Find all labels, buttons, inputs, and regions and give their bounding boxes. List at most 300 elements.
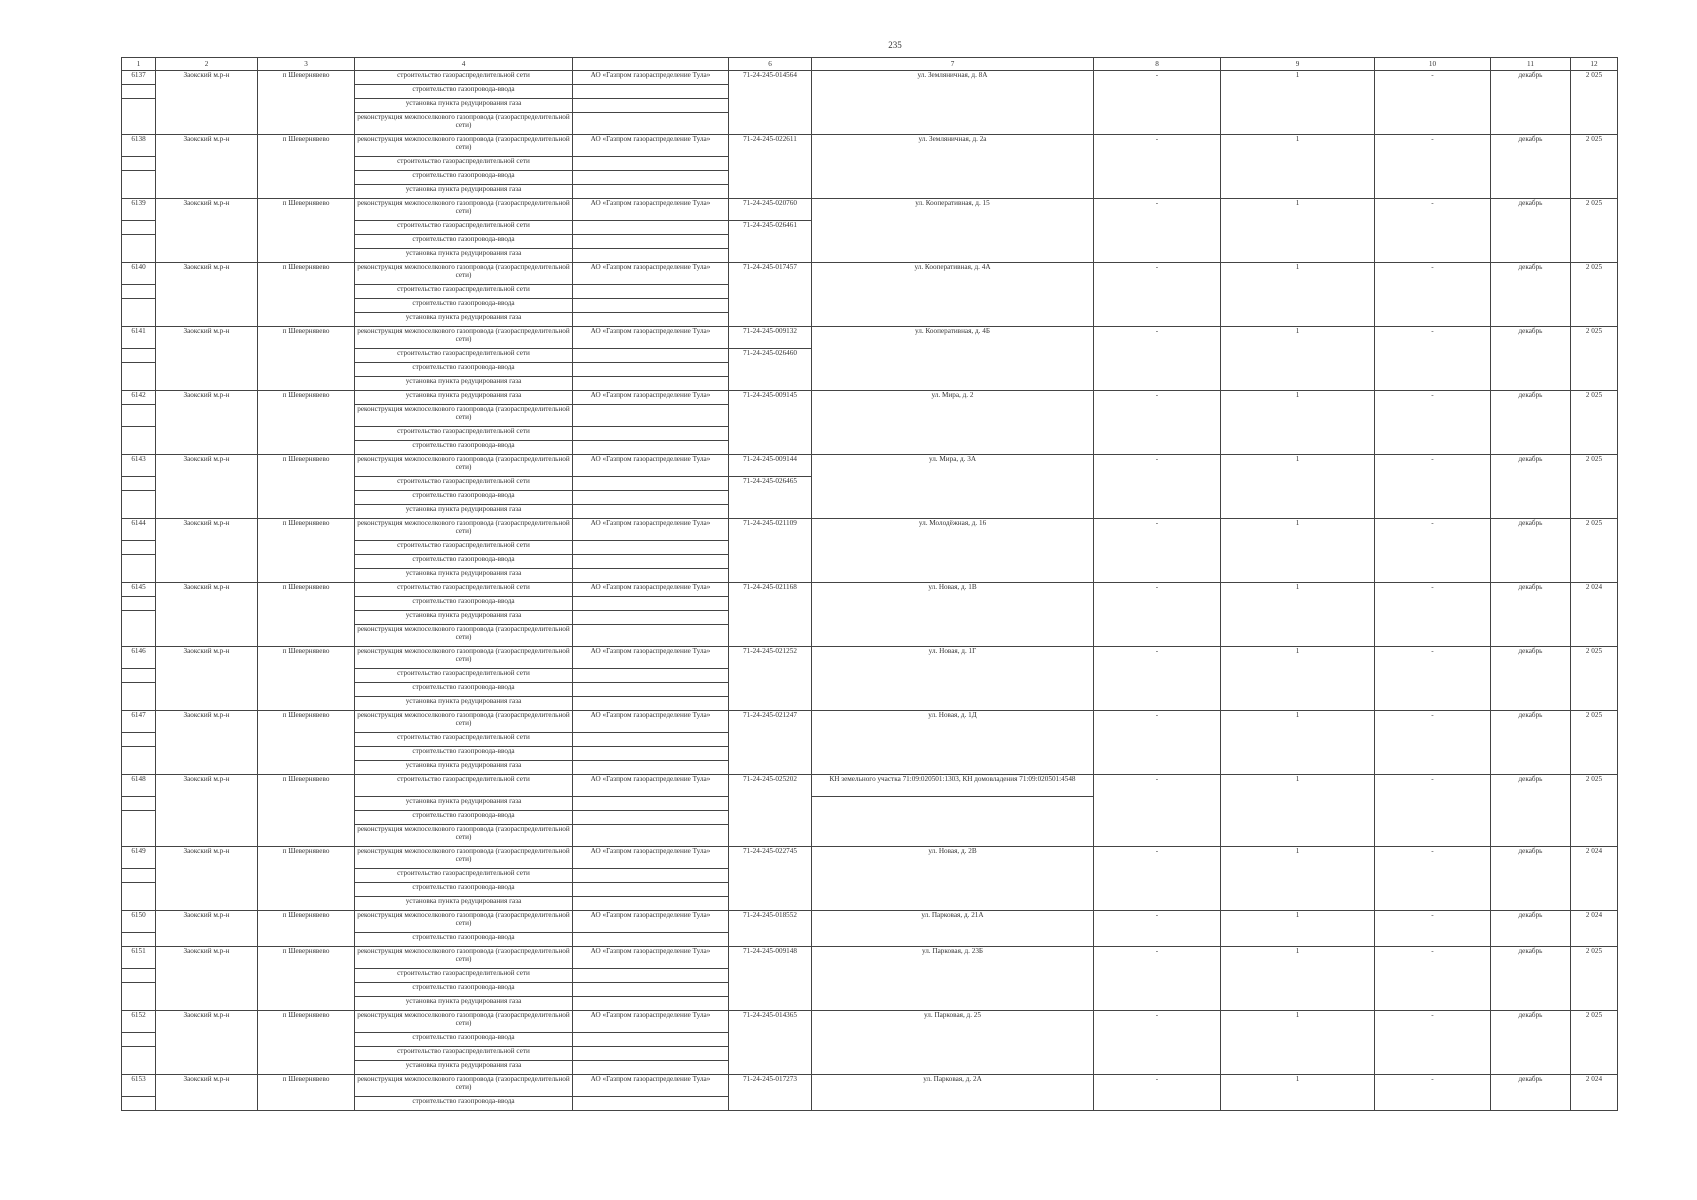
work-type-cell: строительство газопровода-ввода bbox=[355, 85, 573, 99]
column-10-cell: - bbox=[1375, 847, 1491, 911]
work-type-cell: установка пункта редуцирования газа bbox=[355, 377, 573, 391]
column-10-cell: - bbox=[1375, 327, 1491, 391]
month-cell: декабрь bbox=[1491, 947, 1571, 1011]
column-header-11: 11 bbox=[1491, 58, 1571, 71]
record-number-blank bbox=[122, 285, 156, 299]
settlement-cell: п Шевернявево bbox=[258, 711, 355, 775]
organization-cell bbox=[573, 505, 729, 519]
work-type-cell: установка пункта редуцирования газа bbox=[355, 761, 573, 775]
object-code-cell: 71-24-245-021247 bbox=[729, 711, 812, 775]
month-cell: декабрь bbox=[1491, 327, 1571, 391]
work-type-cell: строительство газораспределительной сети bbox=[355, 583, 573, 597]
work-type-cell: строительство газораспределительной сети bbox=[355, 427, 573, 441]
column-header-10: 10 bbox=[1375, 58, 1491, 71]
record-number-blank bbox=[122, 733, 156, 747]
work-type-cell: установка пункта редуцирования газа bbox=[355, 611, 573, 625]
organization-cell bbox=[573, 733, 729, 747]
work-type-cell: строительство газопровода-ввода bbox=[355, 747, 573, 761]
work-type-cell: реконструкция межпоселкового газопровода (газораспределительной сети) bbox=[355, 711, 573, 733]
record-number-blank bbox=[122, 1061, 156, 1075]
district-cell: Заокский м.р-н bbox=[156, 199, 258, 263]
address-cell: ул. Новая, д. 1Г bbox=[812, 647, 1094, 711]
work-type-cell: установка пункта редуцирования газа bbox=[355, 391, 573, 405]
organization-cell bbox=[573, 761, 729, 775]
record-number-blank bbox=[122, 969, 156, 983]
month-cell: декабрь bbox=[1491, 775, 1571, 847]
column-9-cell: 1 bbox=[1221, 775, 1375, 847]
organization-cell bbox=[573, 427, 729, 441]
object-code-cell: 71-24-245-026465 bbox=[729, 477, 812, 519]
work-type-cell: строительство газопровода-ввода bbox=[355, 299, 573, 313]
year-cell: 2 025 bbox=[1571, 775, 1618, 847]
column-9-cell: 1 bbox=[1221, 71, 1375, 135]
organization-cell bbox=[573, 597, 729, 611]
table-row bbox=[122, 647, 1618, 669]
column-9-cell: 1 bbox=[1221, 199, 1375, 263]
organization-cell bbox=[573, 285, 729, 299]
column-8-cell: - bbox=[1094, 583, 1221, 647]
work-type-cell: реконструкция межпоселкового газопровода (газораспределительной сети) bbox=[355, 519, 573, 541]
work-type-cell: установка пункта редуцирования газа bbox=[355, 797, 573, 811]
column-9-cell: 1 bbox=[1221, 135, 1375, 199]
organization-cell bbox=[573, 933, 729, 947]
work-type-cell: реконструкция межпоселкового газопровода (газораспределительной сети) bbox=[355, 1011, 573, 1033]
organization-cell bbox=[573, 811, 729, 825]
organization-cell bbox=[573, 477, 729, 491]
year-cell: 2 024 bbox=[1571, 911, 1618, 947]
column-8-cell: - bbox=[1094, 391, 1221, 455]
address-cell: ул. Мира, д. 3А bbox=[812, 455, 1094, 519]
record-number: 6148 bbox=[122, 775, 156, 797]
record-number-blank bbox=[122, 569, 156, 583]
organization-cell bbox=[573, 569, 729, 583]
column-9-cell: 1 bbox=[1221, 519, 1375, 583]
month-cell: декабрь bbox=[1491, 455, 1571, 519]
object-code-cell: 71-24-245-009144 bbox=[729, 455, 812, 477]
organization-cell: АО «Газпром газораспределение Тула» bbox=[573, 199, 729, 221]
organization-cell: АО «Газпром газораспределение Тула» bbox=[573, 519, 729, 541]
work-type-cell: строительство газопровода-ввода bbox=[355, 933, 573, 947]
work-type-cell: строительство газопровода-ввода bbox=[355, 555, 573, 569]
organization-cell bbox=[573, 349, 729, 363]
work-type-cell: строительство газораспределительной сети bbox=[355, 477, 573, 491]
work-type-cell: строительство газопровода-ввода bbox=[355, 1097, 573, 1111]
column-9-cell: 1 bbox=[1221, 847, 1375, 911]
table-row bbox=[122, 263, 1618, 285]
column-header-2: 2 bbox=[156, 58, 258, 71]
district-cell: Заокский м.р-н bbox=[156, 847, 258, 911]
record-number-blank bbox=[122, 597, 156, 611]
record-number-blank bbox=[122, 683, 156, 697]
work-type-cell: строительство газопровода-ввода bbox=[355, 1033, 573, 1047]
column-9-cell: 1 bbox=[1221, 263, 1375, 327]
work-type-cell: строительство газораспределительной сети bbox=[355, 733, 573, 747]
record-number-blank bbox=[122, 349, 156, 363]
district-cell: Заокский м.р-н bbox=[156, 947, 258, 1011]
record-number: 6141 bbox=[122, 327, 156, 349]
district-cell: Заокский м.р-н bbox=[156, 911, 258, 947]
record-number-blank bbox=[122, 555, 156, 569]
address-cell: ул. Молодёжная, д. 16 bbox=[812, 519, 1094, 583]
object-code-cell: 71-24-245-009148 bbox=[729, 947, 812, 1011]
month-cell: декабрь bbox=[1491, 1011, 1571, 1075]
work-type-cell: реконструкция межпоселкового газопровода (газораспределительной сети) bbox=[355, 947, 573, 969]
month-cell: декабрь bbox=[1491, 135, 1571, 199]
object-code-cell: 71-24-245-026460 bbox=[729, 349, 812, 391]
record-number-blank bbox=[122, 1033, 156, 1047]
record-number-blank bbox=[122, 669, 156, 683]
address-cell: ул. Земляничная, д. 8А bbox=[812, 71, 1094, 135]
year-cell: 2 025 bbox=[1571, 263, 1618, 327]
record-number-blank bbox=[122, 1097, 156, 1111]
object-code-cell: 71-24-245-009132 bbox=[729, 327, 812, 349]
column-9-cell: 1 bbox=[1221, 711, 1375, 775]
record-number-blank bbox=[122, 491, 156, 505]
work-type-cell: строительство газопровода-ввода bbox=[355, 491, 573, 505]
organization-cell bbox=[573, 185, 729, 199]
column-8-cell: - bbox=[1094, 711, 1221, 775]
organization-cell: АО «Газпром газораспределение Тула» bbox=[573, 583, 729, 597]
table-row bbox=[122, 391, 1618, 405]
work-type-cell: установка пункта редуцирования газа bbox=[355, 99, 573, 113]
year-cell: 2 025 bbox=[1571, 1011, 1618, 1075]
organization-cell bbox=[573, 797, 729, 811]
settlement-cell: п Шевернявево bbox=[258, 263, 355, 327]
record-number-blank bbox=[122, 983, 156, 997]
header-row bbox=[122, 58, 1618, 71]
record-number-blank bbox=[122, 997, 156, 1011]
organization-cell bbox=[573, 625, 729, 647]
year-cell: 2 025 bbox=[1571, 947, 1618, 1011]
work-type-cell: реконструкция межпоселкового газопровода (газораспределительной сети) bbox=[355, 455, 573, 477]
record-number-blank bbox=[122, 541, 156, 555]
address-cell-blank bbox=[812, 797, 1094, 847]
work-type-cell: строительство газопровода-ввода bbox=[355, 983, 573, 997]
record-number-blank bbox=[122, 113, 156, 135]
column-10-cell: - bbox=[1375, 647, 1491, 711]
column-header-5 bbox=[573, 58, 729, 71]
table-row bbox=[122, 583, 1618, 597]
column-8-cell: - bbox=[1094, 647, 1221, 711]
work-type-cell: установка пункта редуцирования газа bbox=[355, 185, 573, 199]
record-number-blank bbox=[122, 761, 156, 775]
work-type-cell: реконструкция межпоселкового газопровода (газораспределительной сети) bbox=[355, 847, 573, 869]
table-row bbox=[122, 947, 1618, 969]
month-cell: декабрь bbox=[1491, 199, 1571, 263]
work-type-cell: установка пункта редуцирования газа bbox=[355, 697, 573, 711]
organization-cell bbox=[573, 99, 729, 113]
work-type-cell: строительство газораспределительной сети bbox=[355, 157, 573, 171]
column-9-cell: 1 bbox=[1221, 947, 1375, 1011]
record-number-blank bbox=[122, 405, 156, 427]
column-8-cell: - bbox=[1094, 135, 1221, 199]
column-9-cell: 1 bbox=[1221, 455, 1375, 519]
organization-cell: АО «Газпром газораспределение Тула» bbox=[573, 847, 729, 869]
year-cell: 2 025 bbox=[1571, 391, 1618, 455]
organization-cell bbox=[573, 377, 729, 391]
settlement-cell: п Шевернявево bbox=[258, 1011, 355, 1075]
record-number-blank bbox=[122, 747, 156, 761]
record-number-blank bbox=[122, 235, 156, 249]
record-number-blank bbox=[122, 625, 156, 647]
organization-cell: АО «Газпром газораспределение Тула» bbox=[573, 71, 729, 85]
record-number: 6150 bbox=[122, 911, 156, 933]
organization-cell bbox=[573, 405, 729, 427]
address-cell: ул. Новая, д. 2В bbox=[812, 847, 1094, 911]
address-cell: ул. Новая, д. 1Д bbox=[812, 711, 1094, 775]
work-type-cell: строительство газопровода-ввода bbox=[355, 441, 573, 455]
record-number-blank bbox=[122, 897, 156, 911]
organization-cell bbox=[573, 1033, 729, 1047]
organization-cell bbox=[573, 363, 729, 377]
record-number-blank bbox=[122, 377, 156, 391]
organization-cell bbox=[573, 1097, 729, 1111]
table-row bbox=[122, 71, 1618, 85]
object-code-cell: 71-24-245-009145 bbox=[729, 391, 812, 455]
settlement-cell: п Шевернявево bbox=[258, 947, 355, 1011]
table-row bbox=[122, 327, 1618, 349]
column-8-cell: - bbox=[1094, 947, 1221, 1011]
column-8-cell: - bbox=[1094, 199, 1221, 263]
organization-cell: АО «Газпром газораспределение Тула» bbox=[573, 455, 729, 477]
organization-cell bbox=[573, 683, 729, 697]
column-8-cell: - bbox=[1094, 847, 1221, 911]
record-number: 6138 bbox=[122, 135, 156, 157]
column-9-cell: 1 bbox=[1221, 583, 1375, 647]
organization-cell: АО «Газпром газораспределение Тула» bbox=[573, 775, 729, 797]
gasification-table bbox=[121, 57, 1618, 1111]
organization-cell: АО «Газпром газораспределение Тула» bbox=[573, 1011, 729, 1033]
record-number: 6140 bbox=[122, 263, 156, 285]
record-number-blank bbox=[122, 85, 156, 99]
record-number: 6153 bbox=[122, 1075, 156, 1097]
work-type-cell: реконструкция межпоселкового газопровода (газораспределительной сети) bbox=[355, 1075, 573, 1097]
address-cell: ул. Парковая, д. 2А bbox=[812, 1075, 1094, 1111]
organization-cell: АО «Газпром газораспределение Тула» bbox=[573, 647, 729, 669]
district-cell: Заокский м.р-н bbox=[156, 263, 258, 327]
column-header-6: 6 bbox=[729, 58, 812, 71]
column-8-cell: - bbox=[1094, 71, 1221, 135]
column-header-7: 7 bbox=[812, 58, 1094, 71]
record-number-blank bbox=[122, 249, 156, 263]
month-cell: декабрь bbox=[1491, 711, 1571, 775]
object-code-cell: 71-24-245-022611 bbox=[729, 135, 812, 199]
organization-cell: АО «Газпром газораспределение Тула» bbox=[573, 911, 729, 933]
settlement-cell: п Шевернявево bbox=[258, 71, 355, 135]
settlement-cell: п Шевернявево bbox=[258, 455, 355, 519]
column-10-cell: - bbox=[1375, 947, 1491, 1011]
column-8-cell: - bbox=[1094, 1075, 1221, 1111]
address-cell: ул. Кооперативная, д. 4А bbox=[812, 263, 1094, 327]
record-number-blank bbox=[122, 697, 156, 711]
settlement-cell: п Шевернявево bbox=[258, 911, 355, 947]
work-type-cell: строительство газораспределительной сети bbox=[355, 969, 573, 983]
record-number: 6147 bbox=[122, 711, 156, 733]
address-cell: ул. Мира, д. 2 bbox=[812, 391, 1094, 455]
organization-cell bbox=[573, 997, 729, 1011]
column-header-9: 9 bbox=[1221, 58, 1375, 71]
address-cell: ул. Новая, д. 1В bbox=[812, 583, 1094, 647]
column-header-3: 3 bbox=[258, 58, 355, 71]
column-10-cell: - bbox=[1375, 775, 1491, 847]
record-number-blank bbox=[122, 933, 156, 947]
year-cell: 2 024 bbox=[1571, 847, 1618, 911]
column-10-cell: - bbox=[1375, 455, 1491, 519]
work-type-cell: реконструкция межпоселкового газопровода (газораспределительной сети) bbox=[355, 825, 573, 847]
column-10-cell: - bbox=[1375, 911, 1491, 947]
column-9-cell: 1 bbox=[1221, 647, 1375, 711]
work-type-cell: реконструкция межпоселкового газопровода (газораспределительной сети) bbox=[355, 113, 573, 135]
object-code-cell: 71-24-245-017457 bbox=[729, 263, 812, 327]
settlement-cell: п Шевернявево bbox=[258, 775, 355, 847]
record-number-blank bbox=[122, 883, 156, 897]
record-number-blank bbox=[122, 611, 156, 625]
organization-cell bbox=[573, 555, 729, 569]
district-cell: Заокский м.р-н bbox=[156, 327, 258, 391]
object-code-cell: 71-24-245-018552 bbox=[729, 911, 812, 947]
district-cell: Заокский м.р-н bbox=[156, 1075, 258, 1111]
column-8-cell: - bbox=[1094, 455, 1221, 519]
year-cell: 2 024 bbox=[1571, 583, 1618, 647]
work-type-cell: строительство газораспределительной сети bbox=[355, 669, 573, 683]
organization-cell: АО «Газпром газораспределение Тула» bbox=[573, 391, 729, 405]
work-type-cell: установка пункта редуцирования газа bbox=[355, 997, 573, 1011]
organization-cell bbox=[573, 969, 729, 983]
work-type-cell: реконструкция межпоселкового газопровода (газораспределительной сети) bbox=[355, 135, 573, 157]
organization-cell: АО «Газпром газораспределение Тула» bbox=[573, 327, 729, 349]
organization-cell bbox=[573, 221, 729, 235]
record-number-blank bbox=[122, 313, 156, 327]
organization-cell bbox=[573, 441, 729, 455]
object-code-cell: 71-24-245-014564 bbox=[729, 71, 812, 135]
address-cell: ул. Парковая, д. 25 bbox=[812, 1011, 1094, 1075]
record-number-blank bbox=[122, 221, 156, 235]
organization-cell: АО «Газпром газораспределение Тула» bbox=[573, 135, 729, 157]
object-code-cell: 71-24-245-022745 bbox=[729, 847, 812, 911]
district-cell: Заокский м.р-н bbox=[156, 455, 258, 519]
record-number-blank bbox=[122, 157, 156, 171]
record-number-blank bbox=[122, 441, 156, 455]
column-8-cell: - bbox=[1094, 263, 1221, 327]
work-type-cell: строительство газопровода-ввода bbox=[355, 883, 573, 897]
object-code-cell: 71-24-245-021168 bbox=[729, 583, 812, 647]
record-number-blank bbox=[122, 185, 156, 199]
settlement-cell: п Шевернявево bbox=[258, 519, 355, 583]
record-number-blank bbox=[122, 99, 156, 113]
record-number: 6151 bbox=[122, 947, 156, 969]
month-cell: декабрь bbox=[1491, 71, 1571, 135]
page-number: 235 bbox=[888, 40, 902, 50]
work-type-cell: реконструкция межпоселкового газопровода (газораспределительной сети) bbox=[355, 625, 573, 647]
year-cell: 2 025 bbox=[1571, 327, 1618, 391]
record-number-blank bbox=[122, 477, 156, 491]
settlement-cell: п Шевернявево bbox=[258, 647, 355, 711]
district-cell: Заокский м.р-н bbox=[156, 391, 258, 455]
organization-cell bbox=[573, 491, 729, 505]
district-cell: Заокский м.р-н bbox=[156, 1011, 258, 1075]
column-8-cell: - bbox=[1094, 519, 1221, 583]
organization-cell: АО «Газпром газораспределение Тула» bbox=[573, 263, 729, 285]
settlement-cell: п Шевернявево bbox=[258, 847, 355, 911]
organization-cell bbox=[573, 897, 729, 911]
object-code-cell: 71-24-245-020760 bbox=[729, 199, 812, 221]
work-type-cell: реконструкция межпоселкового газопровода (газораспределительной сети) bbox=[355, 405, 573, 427]
district-cell: Заокский м.р-н bbox=[156, 775, 258, 847]
column-header-4: 4 bbox=[355, 58, 573, 71]
organization-cell bbox=[573, 235, 729, 249]
organization-cell bbox=[573, 313, 729, 327]
work-type-cell: установка пункта редуцирования газа bbox=[355, 249, 573, 263]
organization-cell bbox=[573, 299, 729, 313]
column-9-cell: 1 bbox=[1221, 1075, 1375, 1111]
year-cell: 2 025 bbox=[1571, 647, 1618, 711]
table-row bbox=[122, 455, 1618, 477]
organization-cell bbox=[573, 983, 729, 997]
table-row bbox=[122, 1075, 1618, 1097]
work-type-cell: строительство газопровода-ввода bbox=[355, 811, 573, 825]
organization-cell: АО «Газпром газораспределение Тула» bbox=[573, 1075, 729, 1097]
work-type-cell: установка пункта редуцирования газа bbox=[355, 897, 573, 911]
district-cell: Заокский м.р-н bbox=[156, 583, 258, 647]
table-row bbox=[122, 911, 1618, 933]
table-row bbox=[122, 519, 1618, 541]
column-10-cell: - bbox=[1375, 199, 1491, 263]
organization-cell bbox=[573, 869, 729, 883]
work-type-cell: строительство газораспределительной сети bbox=[355, 221, 573, 235]
record-number-blank bbox=[122, 1047, 156, 1061]
column-9-cell: 1 bbox=[1221, 911, 1375, 947]
record-number-blank bbox=[122, 363, 156, 377]
year-cell: 2 025 bbox=[1571, 711, 1618, 775]
column-8-cell: - bbox=[1094, 1011, 1221, 1075]
column-10-cell: - bbox=[1375, 263, 1491, 327]
table-row bbox=[122, 135, 1618, 157]
address-cell: ул. Земляничная, д. 2а bbox=[812, 135, 1094, 199]
organization-cell bbox=[573, 1047, 729, 1061]
work-type-cell: строительство газораспределительной сети bbox=[355, 869, 573, 883]
column-header-1: 1 bbox=[122, 58, 156, 71]
organization-cell: АО «Газпром газораспределение Тула» bbox=[573, 947, 729, 969]
work-type-cell: строительство газораспределительной сети bbox=[355, 71, 573, 85]
month-cell: декабрь bbox=[1491, 647, 1571, 711]
district-cell: Заокский м.р-н bbox=[156, 519, 258, 583]
settlement-cell: п Шевернявево bbox=[258, 327, 355, 391]
work-type-cell: установка пункта редуцирования газа bbox=[355, 1061, 573, 1075]
record-number: 6142 bbox=[122, 391, 156, 405]
column-10-cell: - bbox=[1375, 71, 1491, 135]
record-number-blank bbox=[122, 797, 156, 811]
record-number: 6143 bbox=[122, 455, 156, 477]
month-cell: декабрь bbox=[1491, 847, 1571, 911]
record-number-blank bbox=[122, 299, 156, 313]
organization-cell: АО «Газпром газораспределение Тула» bbox=[573, 711, 729, 733]
work-type-cell: строительство газораспределительной сети bbox=[355, 349, 573, 363]
address-cell: ул. Кооперативная, д. 15 bbox=[812, 199, 1094, 263]
record-number-blank bbox=[122, 505, 156, 519]
column-9-cell: 1 bbox=[1221, 1011, 1375, 1075]
month-cell: декабрь bbox=[1491, 911, 1571, 947]
record-number-blank bbox=[122, 171, 156, 185]
organization-cell bbox=[573, 611, 729, 625]
organization-cell bbox=[573, 157, 729, 171]
organization-cell bbox=[573, 113, 729, 135]
object-code-cell: 71-24-245-014365 bbox=[729, 1011, 812, 1075]
work-type-cell: строительство газораспределительной сети bbox=[355, 541, 573, 555]
settlement-cell: п Шевернявево bbox=[258, 583, 355, 647]
settlement-cell: п Шевернявево bbox=[258, 135, 355, 199]
object-code-cell: 71-24-245-026461 bbox=[729, 221, 812, 263]
object-code-cell: 71-24-245-021252 bbox=[729, 647, 812, 711]
